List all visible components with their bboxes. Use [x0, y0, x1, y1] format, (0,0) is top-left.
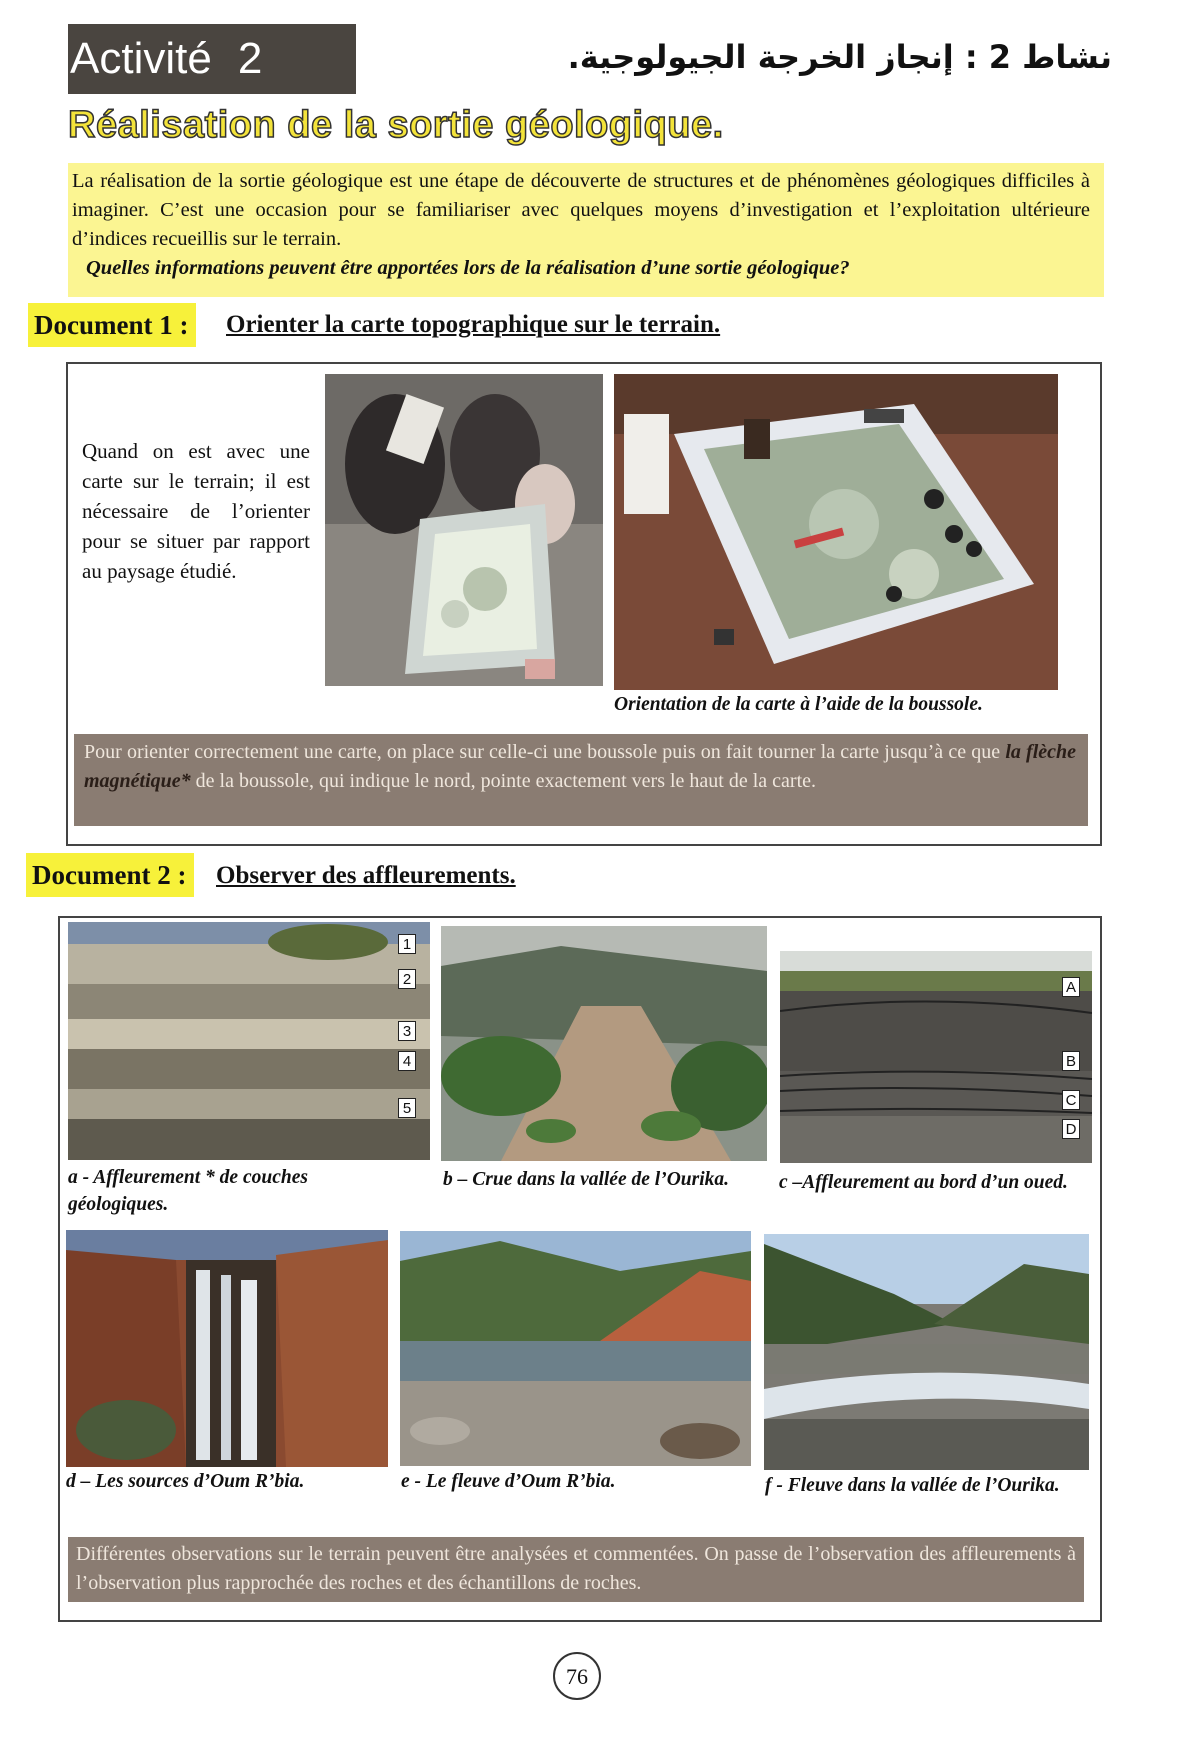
page-number: 76 [553, 1652, 601, 1700]
layer-tag-1: 1 [398, 934, 416, 954]
arabic-title: نشاط 2 : إنجاز الخرجة الجيولوجية. [567, 38, 1112, 76]
layer-tag-4: 4 [398, 1051, 416, 1071]
document2-label: Document 2 : [26, 853, 194, 897]
activity-number: 2 [237, 34, 263, 83]
caption-c: c –Affleurement au bord d’un oued. [779, 1172, 1068, 1193]
document1-paragraph: Quand on est avec une carte sur le terrain; il est nécessaire de l’orienter pour se situer par rapport au paysage étudié. [82, 439, 310, 583]
photo-a-outcrop-layers [68, 922, 430, 1160]
photo-c-riverbank-outcrop [780, 951, 1092, 1163]
caption-b: b – Crue dans la vallée de l’Ourika. [443, 1169, 729, 1190]
intro-text: La réalisation de la sortie géologique est une étape de découverte de structures et de phénomènes géologiques difficiles à imaginer. C’est une occasion pour se familiariser avec quelques moyens d’investigation et l’exploitation ultérieure d’indices recueillis sur le terrain. [72, 170, 1090, 250]
layer-tag-a: A [1062, 977, 1080, 997]
layer-tag-5: 5 [398, 1098, 416, 1118]
layer-tag-2: 2 [398, 969, 416, 989]
activity-label: Activité [70, 34, 212, 83]
layer-tag-3: 3 [398, 1021, 416, 1041]
document1-photo-caption: Orientation de la carte à l’aide de la boussole. [614, 694, 983, 715]
layer-tag-d: D [1062, 1119, 1080, 1139]
document1-note-emphasis: la flèche magnétique* [84, 741, 1077, 792]
photo-map-compass [614, 374, 1058, 690]
photo-students-map [325, 374, 603, 686]
caption-e: e - Le fleuve d’Oum R’bia. [401, 1471, 616, 1492]
photo-d-waterfall [66, 1230, 388, 1467]
activity-badge [68, 24, 356, 94]
document1-title: Orienter la carte topographique sur le terrain. [226, 311, 721, 338]
photo-e-river [400, 1231, 751, 1466]
page-subtitle: Réalisation de la sortie géologique. [68, 104, 724, 146]
caption-f: f - Fleuve dans la vallée de l’Ourika. [765, 1475, 1060, 1496]
intro-box [68, 163, 1104, 297]
document2-title: Observer des affleurements. [216, 862, 516, 889]
document1-note [74, 734, 1088, 826]
caption-a: a - Affleurement * de couches géologiques. [68, 1167, 308, 1215]
caption-d: d – Les sources d’Oum R’bia. [66, 1471, 305, 1492]
layer-tag-c: C [1062, 1090, 1080, 1110]
document1-label: Document 1 : [28, 303, 196, 347]
document1-note-before: Pour orienter correctement une carte, on place sur celle-ci une boussole puis on fait tourner la carte jusqu’à ce que [84, 741, 1001, 763]
document1-note-after: de la boussole, qui indique le nord, pointe exactement vers le haut de la carte. [195, 770, 817, 792]
photo-f-valley-river [764, 1234, 1089, 1470]
intro-question: Quelles informations peuvent être apportées lors de la réalisation d’une sortie géologique? [86, 257, 850, 279]
layer-tag-b: B [1062, 1051, 1080, 1071]
photo-b-flood-valley [441, 926, 767, 1161]
document2-note: Différentes observations sur le terrain peuvent être analysées et commentées. On passe de l’observation des affleurements à l’observation plus rapprochée des roches et des échantillons de roches. [68, 1537, 1084, 1602]
